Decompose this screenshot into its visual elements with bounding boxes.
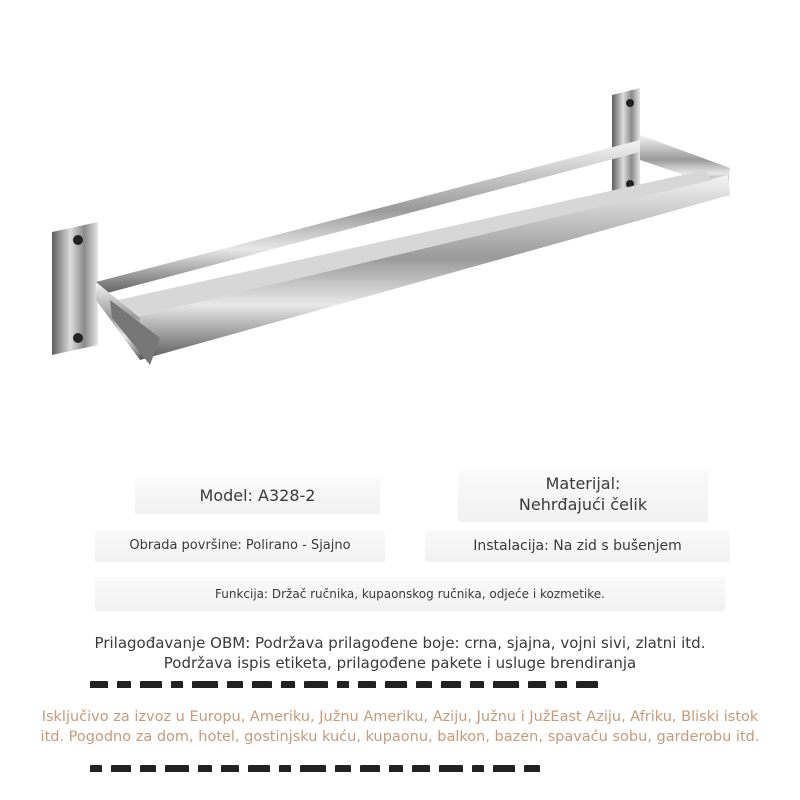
spec-function: Funkcija: Držač ručnika, kupaonskog ručnika, odjeće i kozmetike. [95, 577, 725, 611]
spec-model: Model: A328-2 [135, 478, 380, 514]
obm-line-1: Prilagođavanje OBM: Podržava prilagođene boje: crna, sjajna, vojni sivi, zlatni itd. [94, 634, 706, 652]
obscured-text-bottom [90, 760, 720, 772]
obm-customization [40, 633, 760, 673]
spec-material-label: Materijal: [545, 474, 621, 493]
spec-finish: Obrada površine: Polirano - Sjajno [95, 530, 385, 562]
towel-rack-icon [52, 88, 730, 365]
obscured-text-top [90, 676, 720, 688]
export-info: Isključivo za izvoz u Europu, Ameriku, Južnu Ameriku, Aziju, Južnu i JužEast Aziju, Afriku, Bliski istok itd. Pogodno za dom, hotel, gostinjsku kuću, kupaonu, balkon, bazen, spavaću sobu, garderobu itd. [40, 709, 760, 745]
obm-line-2: Podržava ispis etiketa, prilagođene pakete i usluge brendiranja [163, 654, 637, 672]
spec-material [458, 470, 708, 522]
spec-material-value: Nehrđajući čelik [518, 495, 648, 514]
spec-installation: Instalacija: Na zid s bušenjem [425, 530, 730, 562]
